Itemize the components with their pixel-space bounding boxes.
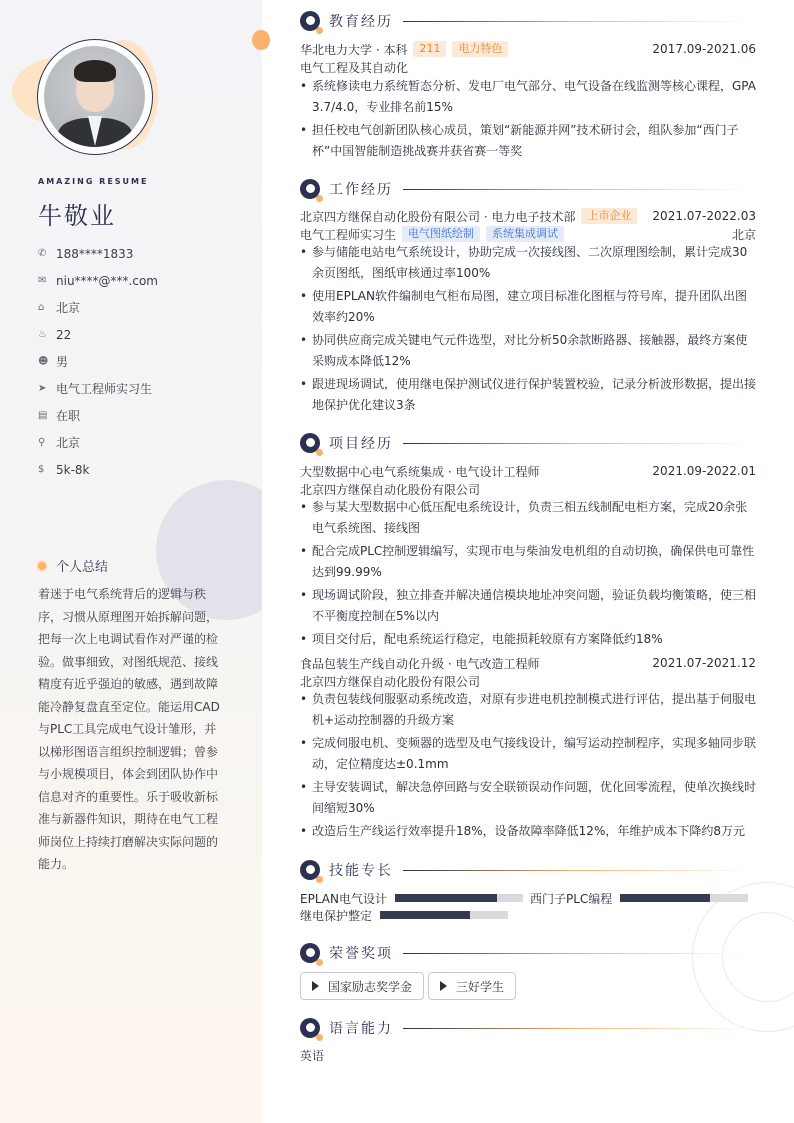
company-tag: 上市企业: [581, 208, 637, 224]
section-title: 荣誉奖项: [329, 946, 393, 962]
skill-bar: [620, 894, 748, 902]
bullet-item: • 主导安装调试，解决急停回路与安全联锁误动作问题，优化回零流程，使单次换线时间缩短30%: [300, 777, 756, 818]
school-name: 华北电力大学 · 本科: [300, 42, 408, 57]
contact-info-text: 北京: [56, 436, 81, 450]
cake-icon: ♨: [38, 329, 47, 340]
contact-info-item: [38, 267, 158, 294]
skill-name: 西门子PLC编程: [530, 891, 613, 906]
section-heading-language: [300, 1017, 750, 1039]
section-icon: [300, 1018, 320, 1038]
contact-info-text: 在职: [56, 409, 81, 423]
language-item: 英语: [300, 1049, 325, 1063]
contact-info-item: [38, 240, 158, 267]
phone-icon: ✆: [38, 248, 47, 259]
role-tag: 系统集成调试: [486, 226, 564, 242]
bullet-item: • 担任校电气创新团队核心成员，策划“新能源并网”技术研讨会，组队参加“西门子杯”中国智能制造挑战赛并获省赛一等奖: [300, 120, 756, 161]
resume-tagline: AMAZING RESUME: [38, 177, 149, 186]
bullet-item: • 现场调试阶段，独立排查并解决通信模块地址冲突问题，验证负载均衡策略，使三相不平衡度控制在5%以内: [300, 585, 756, 626]
company-name: 北京四方继保自动化股份有限公司 · 电力电子技术部: [300, 209, 576, 224]
education-bullets: [300, 76, 756, 164]
bullet-item: • 负责包装线伺服驱动系统改造，对原有步进电机控制模式进行评估，提出基于伺服电机+运动控制器的升级方案: [300, 689, 756, 730]
main-content: [262, 0, 794, 1123]
send-icon: ➤: [38, 383, 47, 394]
section-heading-education: [300, 10, 750, 32]
skill-bar-fill: [380, 911, 470, 919]
section-heading-honors: [300, 942, 750, 964]
honor-list: [300, 972, 520, 1000]
contact-info-item: [38, 456, 158, 483]
work-period: 2021.07-2022.03: [652, 209, 756, 223]
gender-icon: ☻: [38, 356, 49, 367]
avatar: [37, 39, 153, 155]
school-tag: 211: [413, 41, 446, 57]
section-icon: [300, 433, 320, 453]
contact-info-text: 电气工程师实习生: [56, 382, 153, 396]
contact-info-text: niu****@***.com: [56, 273, 158, 288]
salary-icon: $: [38, 464, 45, 475]
section-title: 教育经历: [329, 14, 393, 30]
major: 电气工程及其自动化: [300, 61, 409, 75]
project-period: 2021.07-2021.12: [652, 656, 756, 670]
work-role-row: [300, 225, 756, 243]
skill-bar-fill: [395, 894, 497, 902]
honor-badge: [428, 972, 516, 1000]
divider: [403, 870, 750, 871]
divider: [403, 953, 750, 954]
avatar-photo: [44, 46, 145, 147]
briefcase-icon: ▤: [38, 410, 48, 421]
project-company: 北京四方继保自动化股份有限公司: [300, 483, 481, 497]
honor-label: 国家励志奖学金: [328, 979, 413, 994]
section-icon: [300, 943, 320, 963]
contact-info-list: [38, 240, 158, 483]
skill-item: [530, 890, 748, 906]
home-icon: ⌂: [38, 302, 45, 313]
bullet-item: • 使用EPLAN软件编制电气柜布局图，建立项目标准化图框与符号库，提升团队出图效率约20%: [300, 286, 756, 327]
play-icon: [312, 981, 319, 991]
summary-text: 着迷于电气系统背后的逻辑与秩序，习惯从原理图开始拆解问题，把每一次上电调试看作对严谨的检验。做事细致，对图纸规范、接线精度有近乎强迫的敏感，遇到故障能冷静复盘直至定位。能运用CAD与PLC工具完成电气设计雏形，并以梯形图语言组织控制逻辑；曾参与小规模项目，体会到团队协作中信息对齐的重要性。乐于吸收新标准与新器件知识，期待在电气工程师岗位上持续打磨解决实际问题的能力。: [38, 587, 220, 871]
work-city: 北京: [731, 227, 756, 242]
honor-label: 三好学生: [456, 979, 505, 994]
divider: [403, 443, 750, 444]
job-role: 电气工程师实习生: [300, 227, 397, 242]
section-icon: [300, 11, 320, 31]
contact-info-item: [38, 348, 158, 375]
role-tag: 电气图纸绘制: [402, 226, 480, 242]
decor-dot: [252, 30, 270, 50]
candidate-name: 牛敬业: [38, 202, 116, 230]
contact-info-text: 男: [56, 355, 69, 369]
play-icon: [440, 981, 447, 991]
school-tag: 电力特色: [452, 41, 508, 57]
bullet-item: • 项目交付后，配电系统运行稳定，电能损耗较原有方案降低约18%: [300, 629, 756, 650]
project-header: [300, 654, 756, 672]
section-title: 语言能力: [329, 1021, 393, 1037]
skill-item: [300, 907, 508, 923]
bullet-item: • 配合完成PLC控制逻辑编写，实现市电与柴油发电机组的自动切换，确保供电可靠性达到99.99%: [300, 541, 756, 582]
section-heading-work: [300, 178, 750, 200]
skill-bar-fill: [620, 894, 710, 902]
section-icon: [300, 860, 320, 880]
project-name: 食品包装生产线自动化升级 · 电气改造工程师: [300, 656, 540, 671]
education-period: 2017.09-2021.06: [652, 42, 756, 56]
section-title: 技能专长: [329, 863, 393, 879]
bullet-item: • 参与某大型数据中心低压配电系统设计，负责三相五线制配电柜方案，完成20余张电气系统图、接线图: [300, 497, 756, 538]
skill-bar: [395, 894, 523, 902]
skill-item: [300, 890, 523, 906]
work-header: [300, 207, 756, 225]
divider: [403, 189, 750, 190]
bullet-item: • 跟进现场调试，使用继电保护测试仪进行保护装置校验，记录分析波形数据，提出接地保护优化建议3条: [300, 374, 756, 415]
section-title: 项目经历: [329, 436, 393, 452]
contact-info-text: 188****1833: [56, 246, 134, 261]
section-heading-skills: [300, 859, 750, 881]
work-bullets: [300, 242, 756, 418]
project-bullets: [300, 689, 756, 845]
skill-name: EPLAN电气设计: [300, 891, 387, 906]
project-name: 大型数据中心电气系统集成 · 电气设计工程师: [300, 464, 540, 479]
summary-title: 个人总结: [56, 560, 109, 575]
section-title: 工作经历: [329, 182, 393, 198]
section-heading-projects: [300, 432, 750, 454]
honor-badge: [300, 972, 424, 1000]
bullet-item: • 协同供应商完成关键电气元件选型，对比分析50余款断路器、接触器，最终方案使采购成本降低12%: [300, 330, 756, 371]
education-header: [300, 40, 756, 58]
contact-info-item: [38, 402, 158, 429]
bullet-item: • 参与储能电站电气系统设计，协助完成一次接线图、二次原理图绘制，累计完成30余页图纸，图纸审核通过率100%: [300, 242, 756, 283]
divider: [403, 1028, 750, 1029]
contact-info-text: 22: [56, 327, 72, 342]
project-bullets: [300, 497, 756, 653]
contact-info-item: [38, 294, 158, 321]
bullet-item: • 系统修读电力系统暂态分析、发电厂电气部分、电气设备在线监测等核心课程，GPA 3.7/4.0，专业排名前15%: [300, 76, 756, 117]
contact-info-text: 北京: [56, 301, 81, 315]
section-icon: [300, 179, 320, 199]
project-header: [300, 462, 756, 480]
contact-info-item: [38, 375, 158, 402]
skill-bar: [380, 911, 508, 919]
dot-icon: [36, 560, 48, 572]
summary-heading: [36, 556, 108, 575]
mail-icon: ✉: [38, 275, 47, 286]
divider: [403, 21, 750, 22]
contact-info-text: 5k-8k: [56, 462, 90, 477]
location-icon: ⚲: [38, 437, 46, 448]
project-company: 北京四方继保自动化股份有限公司: [300, 675, 481, 689]
contact-info-item: [38, 321, 158, 348]
project-period: 2021.09-2022.01: [652, 464, 756, 478]
contact-info-item: [38, 429, 158, 456]
sidebar: [0, 0, 262, 1123]
bullet-item: • 完成伺服电机、变频器的选型及电气接线设计，编写运动控制程序，实现多轴同步联动，定位精度达±0.1mm: [300, 733, 756, 774]
bullet-item: • 改造后生产线运行效率提升18%，设备故障率降低12%，年维护成本下降约8万元: [300, 821, 756, 842]
skill-name: 继电保护整定: [300, 908, 373, 923]
